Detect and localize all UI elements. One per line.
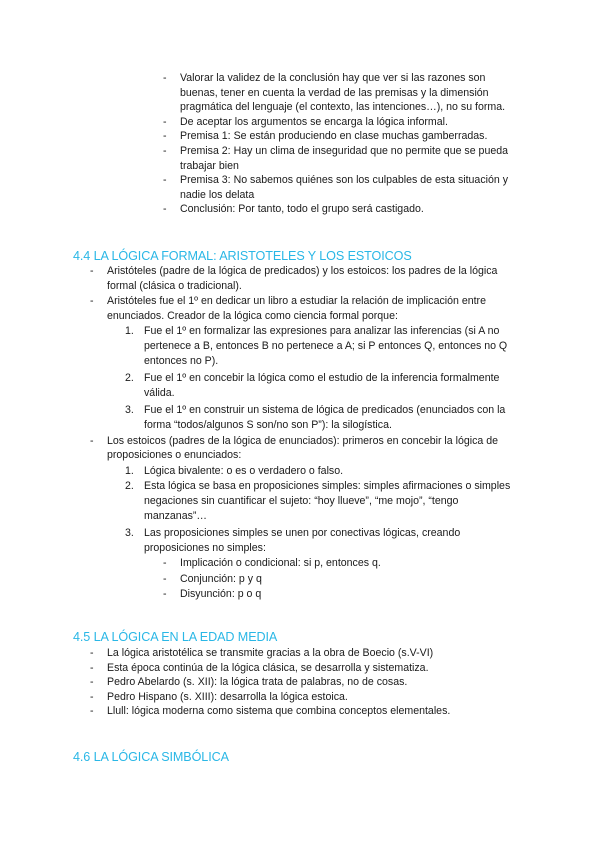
list-item: - Aristóteles (padre de la lógica de predicados) y los estoicos: los padres de la lógica formal (clásica o tradicional). <box>90 265 498 292</box>
intro-item-text: Premisa 2: Hay un clima de inseguridad que no permite que se pueda trabajar bien <box>180 144 509 172</box>
section-heading-4-4: 4.4 LA LÓGICA FORMAL: ARISTOTELES Y LOS ESTOICOS <box>73 249 412 263</box>
intro-item-text: Valorar la validez de la conclusión hay que ver si las razones son buenas, tener en cuenta la verdad de las premisas y la dimensión pragmática del lenguaje (el contexto, las intenciones…), no su forma. <box>180 72 506 114</box>
list-item: - Implicación o condicional: si p, entonces q. <box>163 557 381 570</box>
numbered-item: 2. Esta lógica se basa en proposiciones simples: simples afirmaciones o simples negaciones sin cuantificar el sujeto: “hoy llueve”, “me mojo”, “tengo manzanas”… <box>125 480 511 522</box>
numbered-list <box>125 324 521 432</box>
list-item: - De aceptar los argumentos se encarga la lógica informal. <box>163 115 448 128</box>
intro-item-text: Conclusión: Por tanto, todo el grupo será castigado. <box>180 203 424 216</box>
connectives-list <box>163 556 521 602</box>
list-item: - Conclusión: Por tanto, todo el grupo será castigado. <box>163 203 424 216</box>
list-item: - Premisa 1: Se están produciendo en clase muchas gamberradas. <box>163 130 488 143</box>
estoicos-item: Los estoicos (padres de la lógica de enunciados): primeros en concebir la lógica de proposiciones o enunciados: <box>107 434 499 462</box>
list-item: - Aristóteles fue el 1º en dedicar un libro a estudiar la relación de implicación entre enunciados. Creador de la lógica como ciencia formal porque: <box>90 295 486 322</box>
list-item: - Pedro Abelardo (s. XII): la lógica trata de palabras, no de cosas. <box>90 676 408 689</box>
list-item: - Pedro Hispano (s. XIII): desarrolla la lógica estoica. <box>90 690 348 703</box>
section-heading-4-5: 4.5 LA LÓGICA EN LA EDAD MEDIA <box>73 630 278 644</box>
numbered-item: 1. Fue el 1º en formalizar las expresiones para analizar las inferencias (si A no pertenece a B, entonces B no pertenece a A; si P entonces Q, entonces no Q entonces no P). <box>125 325 508 367</box>
list-item: - La lógica aristotélica se transmite gracias a la obra de Boecio (s.V-VI) <box>90 647 434 659</box>
list-item: - Premisa 3: No sabemos quiénes son los culpables de esta situación y nadie los delata <box>163 174 508 201</box>
numbered-item: 3. Las proposiciones simples se unen por conectivas lógicas, creando proposiciones no simples: <box>125 527 461 554</box>
section-heading-4-6: 4.6 LA LÓGICA SIMBÓLICA <box>73 750 229 764</box>
list-item: - Disyunción: p o q <box>163 588 262 601</box>
list-item: - Valorar la validez de la conclusión hay que ver si las razones son buenas, tener en cuenta la verdad de las premisas y la dimensión pragmática del lenguaje (el contexto, las intenciones…), no su forma. <box>163 72 506 114</box>
aristoteles-item: Aristóteles (padre de la lógica de predicados) y los estoicos: los padres de la lógica formal (clásica o tradicional). <box>107 265 498 292</box>
list-item: - Conjunción: p y q <box>163 572 262 585</box>
intro-list <box>163 71 520 217</box>
section-4-4-body <box>90 264 521 602</box>
intro-item-text: Premisa 1: Se están produciendo en clase muchas gamberradas. <box>180 130 488 143</box>
intro-item-text: De aceptar los argumentos se encarga la lógica informal. <box>180 115 448 128</box>
numbered-item: 2. Fue el 1º en concebir la lógica como el estudio de la inferencia formalmente válida. <box>125 372 500 399</box>
list-item: - Llull: lógica moderna como sistema que combina conceptos elementales. <box>90 705 451 718</box>
aristoteles-book-item: Aristóteles fue el 1º en dedicar un libro a estudiar la relación de implicación entre enunciados. Creador de la lógica como ciencia formal porque: <box>107 295 486 322</box>
numbered-item: 3. Fue el 1º en construir un sistema de lógica de predicados (enunciados con la forma “todos/algunos S son/no son P”): la silogística. <box>125 404 506 431</box>
list-item: - Los estoicos (padres de la lógica de enunciados): primeros en concebir la lógica de proposiciones o enunciados: <box>90 434 499 462</box>
numbered-item: 1. Lógica bivalente: o es o verdadero o falso. <box>125 464 344 477</box>
section-4-5-list <box>90 646 521 719</box>
numbered-list <box>125 464 521 556</box>
list-item: - Premisa 2: Hay un clima de inseguridad que no permite que se pueda trabajar bien <box>163 144 509 172</box>
list-item: - Esta época continúa de la lógica clásica, se desarrolla y sistematiza. <box>90 661 429 674</box>
intro-item-text: Premisa 3: No sabemos quiénes son los culpables de esta situación y nadie los delata <box>180 174 508 201</box>
